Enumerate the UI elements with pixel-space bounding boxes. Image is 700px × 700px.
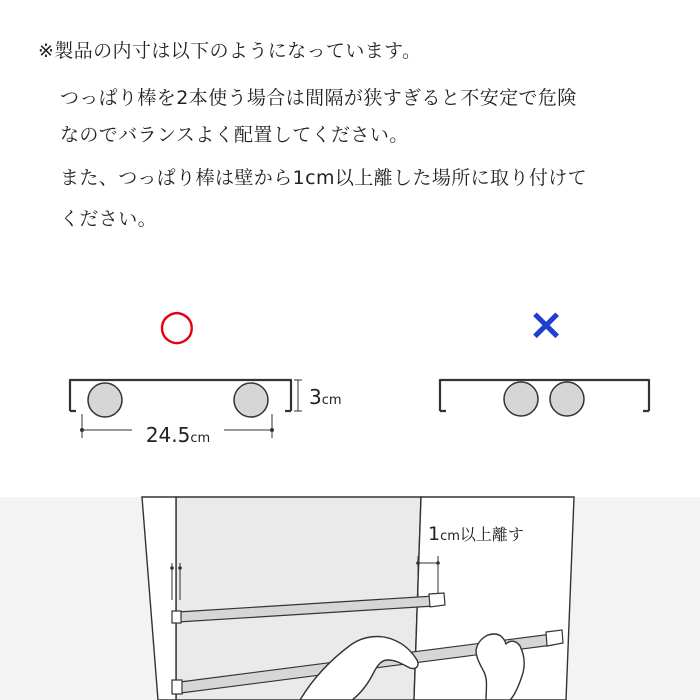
note-line-2: つっぱり棒を2本使う場合は間隔が狭すぎると不安定で危険 (60, 87, 577, 109)
correct-mark: ○ (158, 300, 196, 349)
svg-text:3cm (309, 385, 342, 409)
height-unit: cm (321, 393, 342, 408)
height-value: 3 (309, 385, 322, 409)
height-dimension (294, 380, 342, 411)
width-dimension (80, 414, 274, 447)
clearance-unit: cm (440, 529, 460, 544)
note-line-3: なのでバランスよく配置してください。 (60, 124, 409, 146)
hook-frame-wrong (440, 380, 649, 411)
note-line-5: ください。 (60, 208, 158, 230)
wrong-mark: × (527, 299, 565, 350)
width-unit: cm (190, 431, 211, 446)
clearance-text: 以上離す (459, 525, 524, 544)
rod-circle-left (88, 383, 122, 417)
clearance-value: 1 (428, 523, 441, 545)
rod-circle-wrong-right (550, 382, 584, 416)
width-value: 24.5 (145, 423, 191, 447)
rod-circle-wrong-left (504, 382, 538, 416)
correct-example (70, 300, 342, 447)
wrong-example (440, 299, 649, 416)
installation-illustration (0, 497, 700, 700)
rod-circle-right (234, 383, 268, 417)
note-line-4: また、つっぱり棒は壁から1cm以上離した場所に取り付けて (60, 167, 588, 189)
note-line-1: ※製品の内寸は以下のようになっています。 (38, 40, 422, 62)
